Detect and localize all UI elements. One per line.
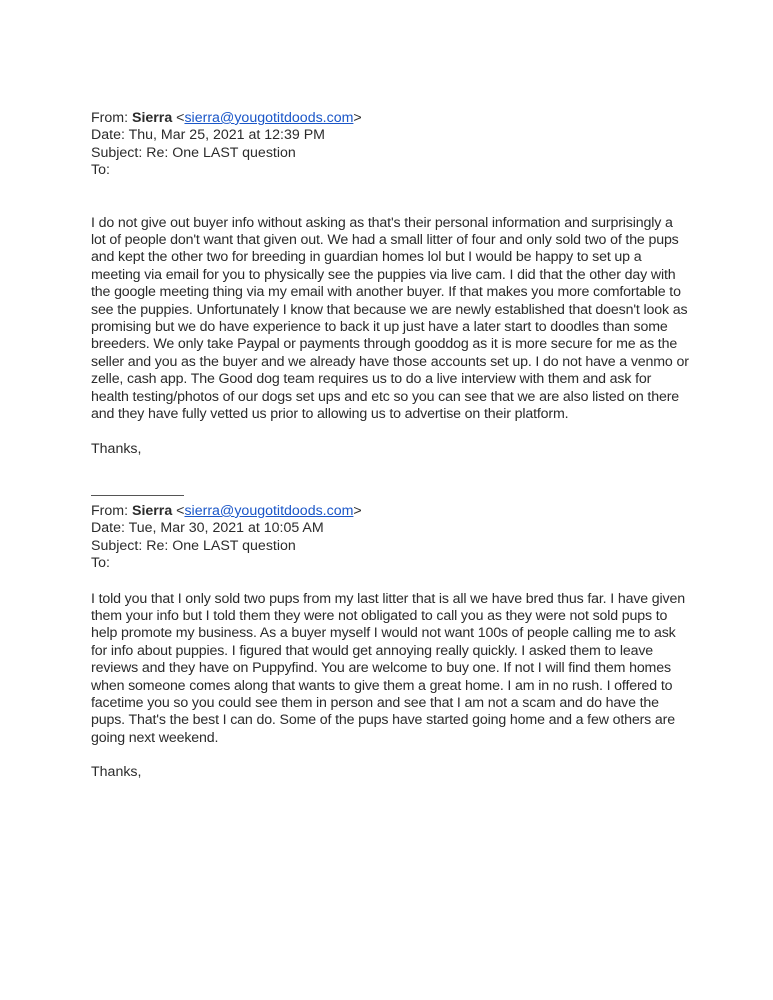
to-line: To: (91, 555, 110, 572)
message-divider (91, 495, 184, 496)
subject-line: Subject: Re: One LAST question (91, 537, 296, 554)
email-message-2 (91, 503, 691, 782)
date-line: Date: Thu, Mar 25, 2021 at 12:39 PM (91, 127, 325, 144)
email-close-bracket: > (353, 502, 362, 519)
email-body: I do not give out buyer info without asking as that's their personal information and surprisingly a lot of people don't want that given out. We had a small litter of four and only sold two of the pups and kept the other two for breeding in guardian homes lol but I would be happy to set up a meeting via email for you to physically see the puppies via live cam. I did that the other day with the google meeting thing via my email with another buyer. If that makes you more comfortable to see the puppies. Unfortunately I know that because we are newly established that doesn't look as promising but we do have experience to back it up just have a later start to doodles than some breeders. We only take Paypal or payments through gooddog as it is more secure for me as the seller and you as the buyer and we already have those accounts set up. I do not have a venmo or zelle, cash app. The Good dog team requires us to do a live interview with them and ask for health testing/photos of our dogs set ups and etc so you can see that we are also listed on there and they have fully vetted us prior to allowing us to advertise on their platform. (91, 214, 689, 423)
sender-name: Sierra (131, 110, 173, 126)
signoff: Thanks, (91, 764, 142, 781)
to-line: To: (91, 162, 110, 179)
email-open-bracket: < (172, 502, 185, 519)
sender-email-link[interactable]: sierra@yougotitdoods.com (184, 502, 354, 519)
sender-name: Sierra (131, 502, 173, 519)
from-label: From: (91, 502, 132, 519)
date-line: Date: Tue, Mar 30, 2021 at 10:05 AM (91, 520, 324, 537)
email-close-bracket: > (353, 110, 362, 126)
email-document (91, 110, 691, 782)
from-line (91, 110, 691, 127)
subject-line: Subject: Re: One LAST question (91, 144, 296, 161)
sender-email-link[interactable]: sierra@yougotitdoods.com (184, 110, 354, 126)
email-open-bracket: < (172, 110, 185, 126)
email-body: I told you that I only sold two pups from my last litter that is all we have bred thus far. I have given them your info but I told them they were not obligated to call you as they were not sold pups to help promote my business. As a buyer myself I would not want 100s of people calling me to ask for info about puppies. I figured that would get annoying really quickly. I asked them to leave reviews and they have on Puppyfind. You are welcome to buy one. If not I will find them homes when someone comes along that wants to give them a great home. I am in no rush. I offered to facetime you so you could see them in person and see that I am not a scam and do have the pups. That's the best I can do. Some of the pups have started going home and a few others are going next weekend. (91, 590, 685, 746)
signoff: Thanks, (91, 440, 142, 457)
from-line (91, 503, 691, 520)
email-message-1 (91, 110, 691, 458)
from-label: From: (91, 110, 132, 126)
